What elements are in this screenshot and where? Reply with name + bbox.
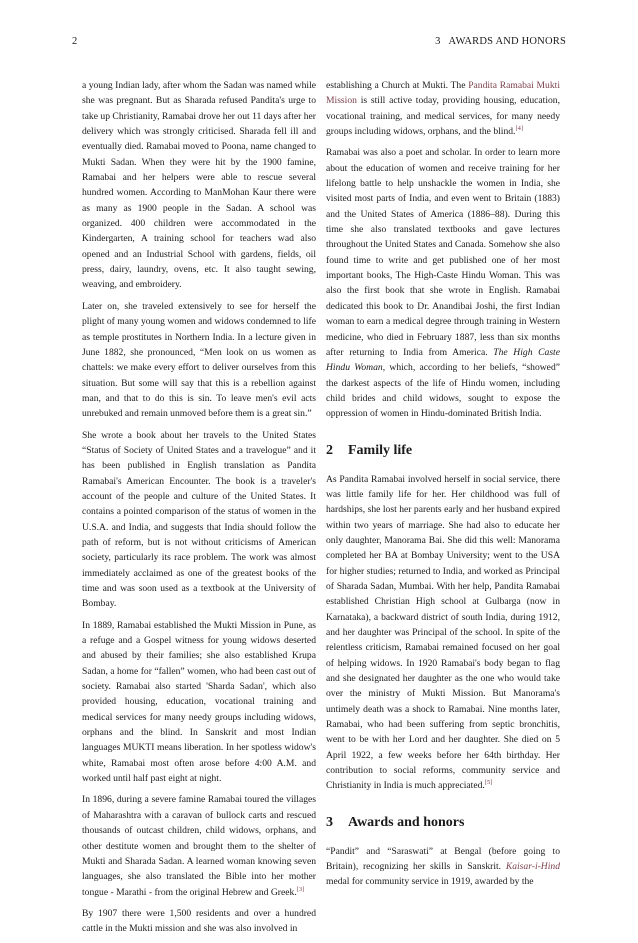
paragraph: By 1907 there were 1,500 residents and over a hundred cattle in the Mukti mission and she was also involved in <box>82 907 316 935</box>
paragraph <box>82 792 316 899</box>
page-number: 2 <box>72 36 78 47</box>
paragraph-text: is still active today, providing housing, education, vocational training, and medical services, for many needy groups including widows, orphans, and the blind. <box>326 95 560 138</box>
paragraph: She wrote a book about her travels to the United States “Status of Society of United States and a travelogue” and it has been published in English translation as Pandita Ramabai's American Encounter. The book is a traveler's account of the people and culture of the United States. It contains a pointed comparison of the status of women in the U.S.A. and India, and suggests that India should follow the path of reform, but is not without criticisms of American society, particularly its race problem. The work was almost immediately acclaimed as one of the greatest books of the time and was soon used as a textbook at the University of Bombay. <box>82 429 316 610</box>
book-title: The High Caste Hindu Woman <box>326 346 560 374</box>
section-number: 2 <box>326 442 333 458</box>
paragraph <box>326 78 560 139</box>
section-title: Family life <box>348 442 413 458</box>
paragraph-text: Ramabai was also a poet and scholar. In order to learn more about the education of women and receive training for her lifelong battle to help unshackle the women in India, she visited most parts of India, and even went to Britain (1883) and the United States of America (1886–88). During this time she also translated textbooks and gave lectures throughout the United States and Canada. Somehow she also found time to write and get published one of her most important books, The High-Caste Hindu Woman. This was also the first book that she wrote in English. Ramabai dedicated this book to Dr. Anandibai Joshi, the first Indian woman to earn a medical degree through training in Western medicine, who died in February 1887, less than six months after returning to India from America. <box>326 147 560 358</box>
paragraph: a young Indian lady, after whom the Sadan was named while she was pregnant. But as Sharada refused Pandita's urge to take up Christianity, Ramabai drove her out 11 days after her delivery which was strongly criticised. Sharada fell ill and eventually died. Ramabai moved to Poona, name changed to Mukti Sadan. When they were hit by the 1900 famine, Ramabai and her helpers were able to rescue several hundred women. According to ManMohan Kaur there were as many as 1900 people in the Sadan. A school was organized. 400 children were accommodated in the Kindergarten, A training school for teachers wad also opened and an Industrial School with gardens, fields, oil press, dairy, laundry, ovens, etc. It also taught sewing, weaving, and embroidery. <box>82 80 316 291</box>
paragraph <box>326 472 560 794</box>
paragraph: Later on, she traveled extensively to see for herself the plight of many young women and widows condemned to life as temple prostitutes in Northern India. In a lecture given in June 1882, she pronounced, “Men look on us women as chattels: we make every effort to deliver ourselves from this situation. But some will say that this is a rebellion against man, and that to do this is sin. To leave men's evil acts unrebuked and remain unmoved before them is a great sin.” <box>82 300 316 420</box>
paragraph-text: medal for community service in 1919, awarded by the <box>326 876 534 888</box>
kaisar-i-hind-link[interactable]: Kaisar-i-Hind <box>505 861 560 873</box>
paragraph-text: establishing a Church at Mukti. The <box>326 80 469 91</box>
section-heading-awards <box>326 814 560 832</box>
paragraph-text: As Pandita Ramabai involved herself in social service, there was little family life for her. Her childhood was full of hardships, she lost her parents early and her husband expired within two years of marriage. She had also to educate her only daughter, Manorama Bai. She did this well: Manorama completed her BA at Bombay University; went to the USA for higher studies; returned to India, and worked as Principal of Sharada Sadan, Mumbai. With her help, Pandita Ramabai established Christian High school at Gulbarga (now in Karnataka), a backward district of south India, during 1912, and her daughter was Principal of the school. In spite of the relentless criticism, Ramabai remained focused on her goal of helping widows. In 1920 Ramabai's body began to flag and she designated her daughter as the one who would take over the ministry of Mukti Mission. But Manorama's untimely death was a shock to Ramabai. Nine months later, Ramabai, who had been suffering from septic bronchitis, went to be with her Lord and her daughter. She died on 5 April 1922, a few weeks before her 64th birthday. Her contribution to social reforms, community service and Christianity in India is much appreciated. <box>326 473 560 792</box>
running-title: 3 AWARDS AND HONORS <box>435 36 566 47</box>
paragraph-text: , which, according to her beliefs, “showed” the darkest aspects of the life of Hindu women, including child brides and child widows, sought to expose the oppression of women in Hindu-dominated British India. <box>326 362 560 420</box>
paragraph <box>326 844 560 890</box>
paragraph: In 1889, Ramabai established the Mukti Mission in Pune, as a refuge and a Gospel witness for young widows deserted and abused by their families; she also established Krupa Sadan, a home for “fallen” women, who had been cast out of society. Ramabai also started 'Sharda Sadan', which also provided housing, education, vocational training and medical services for many needy groups including widows, orphans and the blind. In Sanskrit and most Indian languages MUKTI means liberation. In her spotless widow's white, Ramabai most often arose before 4:00 A.M. and worked until half past eight at night. <box>82 619 316 785</box>
citation-link[interactable]: [4] <box>515 124 524 132</box>
paragraph-text: In 1896, during a severe famine Ramabai toured the villages of Maharashtra with a caravan of bullock carts and rescued thousands of outcast children, child widows, orphans, and other destitute women and brought them to the shelter of Mukti and Sharada Sadan. A learned woman knowing seven languages, she also translated the Bible into her mother tongue - Marathi - from the original Hebrew and Greek. <box>82 794 316 898</box>
paragraph-text: “Pandit” and “Saraswati” at Bengal (before going to Britain), recognizing her skills in Sanskrit. <box>326 845 560 873</box>
mukti-mission-link[interactable]: Pandita Ramabai Mukti Mission <box>326 80 560 107</box>
page-header <box>72 36 566 47</box>
citation-link[interactable]: [5] <box>484 779 493 787</box>
right-column <box>326 78 560 896</box>
paragraph <box>326 145 560 421</box>
section-heading-family-life <box>326 442 560 460</box>
left-column <box>82 78 316 943</box>
section-number: 3 <box>326 814 333 830</box>
citation-link[interactable]: [3] <box>296 885 305 893</box>
section-title: Awards and honors <box>348 814 465 830</box>
